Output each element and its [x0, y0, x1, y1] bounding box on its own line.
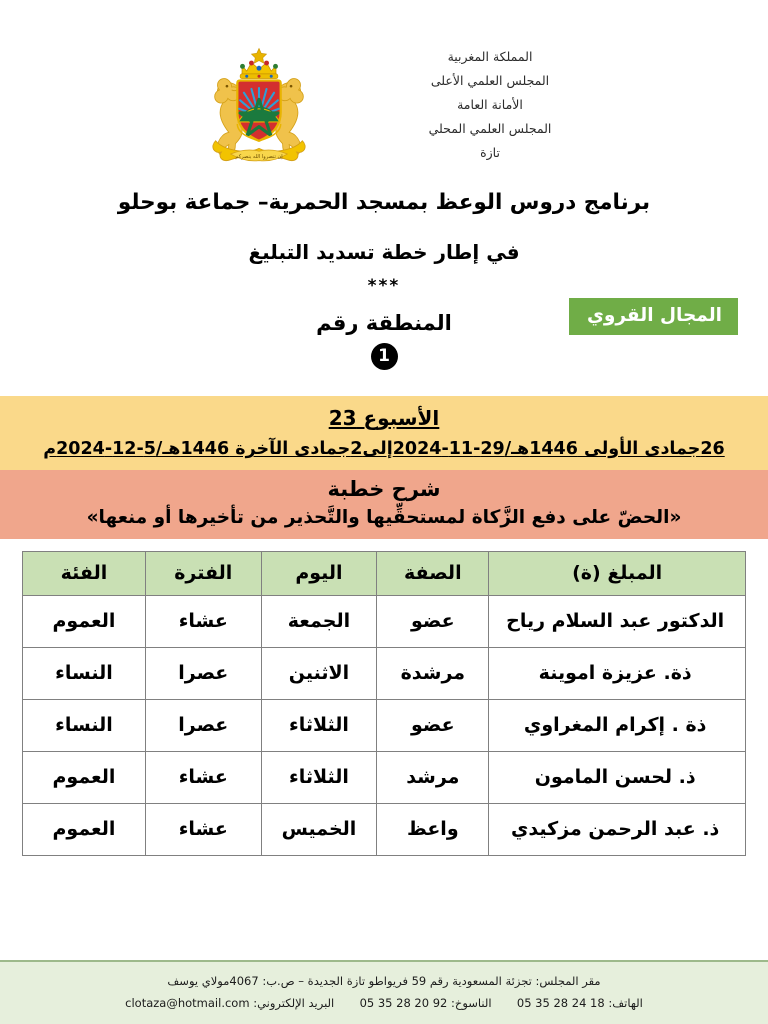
separator-stars: *** [367, 276, 401, 297]
page-subtitle: في إطار خطة تسديد التبليغ [248, 240, 520, 265]
zone-row [30, 304, 738, 370]
table-header-row [23, 551, 746, 595]
org-line-supreme-council: المجلس العلمي الأعلى [430, 73, 550, 88]
cell-period: عصرا [145, 647, 261, 699]
masthead [0, 0, 768, 174]
cell-preacher: ذة. عزيزة اموينة [489, 647, 746, 699]
topic-title: «الحضّ على دفع الزَّكاة لمستحقِّيها والتَّحذير من تأخيرها أو منعها» [86, 506, 682, 528]
organization-heading [405, 45, 575, 165]
topic-kind: شرح خطبة [327, 477, 441, 502]
cell-category: النساء [23, 699, 146, 751]
table-row [23, 647, 746, 699]
footer-address: مقر المجلس: تجزئة المسعودية رقم 59 فريواطو تازة الجديدة – ص.ب: 4067مولاي يوسف [167, 974, 601, 989]
footer-email-label: البريد الإلكتروني: [253, 995, 335, 1010]
footer-fax-value: 05 35 28 20 92 [359, 995, 448, 1010]
schedule-table-wrapper [0, 539, 768, 951]
org-line-local-council: المجلس العلمي المحلي [428, 121, 552, 136]
org-line-secretariat: الأمانة العامة [457, 97, 523, 112]
table-row [23, 751, 746, 803]
cell-period: عشاء [145, 803, 261, 855]
cell-category: النساء [23, 647, 146, 699]
svg-text:إن تنصروا الله ينصركم: إن تنصروا الله ينصركم [235, 154, 283, 161]
cell-preacher: الدكتور عبد السلام رياح [489, 595, 746, 647]
topic-banner [0, 470, 768, 538]
page-title: برنامج دروس الوعظ بمسجد الحمرية– جماعة بوحلو [117, 190, 651, 215]
column-header-category: الفئة [23, 551, 146, 595]
column-header-role: الصفة [377, 551, 489, 595]
cell-role: واعظ [377, 803, 489, 855]
moroccan-coat-of-arms-emblem [193, 42, 325, 168]
week-label: الأسبوع 23 [328, 406, 440, 431]
footer-fax-label: الناسوخ: [451, 995, 492, 1010]
coat-of-arms-icon [193, 42, 325, 168]
cell-period: عشاء [145, 595, 261, 647]
cell-category: العموم [23, 751, 146, 803]
cell-role: عضو [377, 595, 489, 647]
org-line-city: تازة [480, 145, 500, 160]
footer-contact [10, 993, 758, 1014]
week-date-range: 26جمادى الأولى 1446هـ/29-11-2024إلى2جمادى الآخرة 1446هـ/5-12-2024م [43, 439, 725, 460]
schedule-table [22, 551, 746, 856]
cell-role: عضو [377, 699, 489, 751]
cell-period: عصرا [145, 699, 261, 751]
footer-email-value[interactable]: clotaza@hotmail.com [125, 995, 250, 1010]
table-row [23, 699, 746, 751]
cell-period: عشاء [145, 751, 261, 803]
column-header-day: اليوم [261, 551, 377, 595]
cell-day: الخميس [261, 803, 377, 855]
cell-day: الاثنين [261, 647, 377, 699]
domain-badge: المجال القروي [569, 298, 738, 335]
cell-day: الثلاثاء [261, 699, 377, 751]
footer [0, 960, 768, 1024]
cell-preacher: ذ. لحسن المامون [489, 751, 746, 803]
cell-day: الثلاثاء [261, 751, 377, 803]
title-block [0, 174, 768, 370]
table-row [23, 803, 746, 855]
cell-preacher: ذ. عبد الرحمن مزكيدي [489, 803, 746, 855]
cell-category: العموم [23, 595, 146, 647]
week-banner [0, 396, 768, 470]
cell-role: مرشدة [377, 647, 489, 699]
cell-day: الجمعة [261, 595, 377, 647]
table-row [23, 595, 746, 647]
column-header-preacher: المبلغ (ة) [489, 551, 746, 595]
zone-number-badge: 1 [371, 343, 398, 370]
cell-role: مرشد [377, 751, 489, 803]
cell-category: العموم [23, 803, 146, 855]
footer-phone-label: الهاتف: [608, 995, 643, 1010]
cell-preacher: ذة . إكرام المغراوي [489, 699, 746, 751]
column-header-period: الفترة [145, 551, 261, 595]
footer-phone-value: 05 35 28 24 18 [516, 995, 605, 1010]
org-line-kingdom: المملكة المغربية [447, 49, 533, 64]
zone-label: المنطقة رقم [316, 311, 452, 336]
